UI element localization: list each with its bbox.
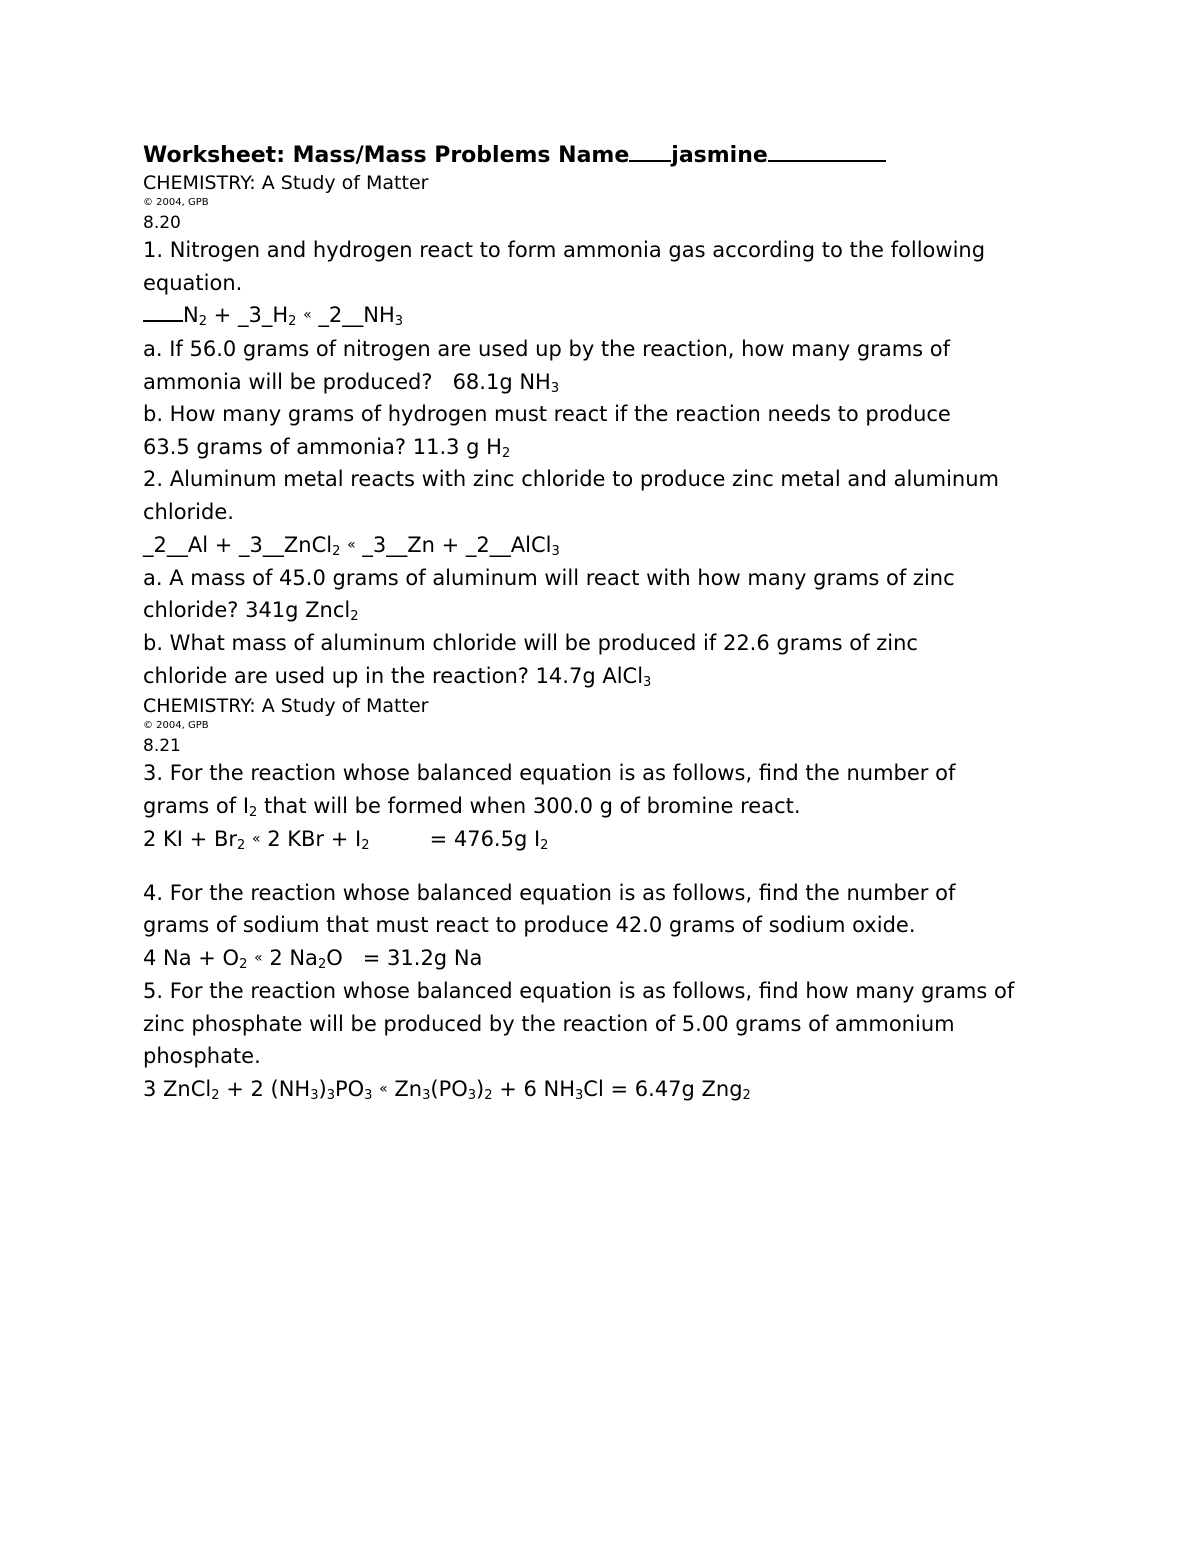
reaction-arrow-icon: «: [379, 1081, 388, 1097]
q5-line1: 5. For the reaction whose balanced equation is as follows, find how many grams of: [143, 979, 1015, 1003]
q1-line2: equation.: [143, 271, 243, 295]
q3-line1: 3. For the reaction whose balanced equation is as follows, find the number of: [143, 761, 956, 785]
course-title-2: CHEMISTRY: A Study of Matter: [143, 695, 429, 717]
q1a-line2: ammonia will be produced? 68.1g $NH_3$: [143, 370, 560, 396]
q1a-answer: 68.1g NH: [452, 370, 551, 394]
q1-line1: 1. Nitrogen and hydrogen react to form ammonia gas according to the following: [143, 238, 986, 262]
reaction-arrow-icon: «: [303, 307, 312, 323]
copyright-2: © 2004, GPB: [143, 720, 209, 731]
q2a-line1: a. A mass of 45.0 grams of aluminum will react with how many grams of zinc: [143, 566, 955, 590]
q3-line2: grams of $I_2$ that will be formed when 300.0 g of bromine react.: [143, 794, 801, 820]
course-title-1: CHEMISTRY: A Study of Matter: [143, 172, 429, 194]
q2-line2: chloride.: [143, 500, 234, 524]
q5-answer: Cl = 6.47g Zng: [583, 1077, 743, 1101]
q2-equation: _2__Al + _3__ZnCl$_2$ « _3__Zn + _2__AlCl$_3$: [143, 533, 560, 559]
q2a-line2: chloride? 341g Zncl$_2$: [143, 598, 359, 624]
q1b-line2: 63.5 grams of ammonia? 11.3 g $H_2$: [143, 435, 511, 461]
q5-line3: phosphate.: [143, 1044, 261, 1068]
reaction-arrow-icon: «: [347, 537, 356, 553]
page-number-2: 8.21: [143, 736, 181, 756]
q4-line1: 4. For the reaction whose balanced equation is as follows, find the number of: [143, 881, 956, 905]
q1a-line1: a. If 56.0 grams of nitrogen are used up by the reaction, how many grams of: [143, 337, 951, 361]
name-blank-left: [629, 142, 671, 162]
q2b-line1: b. What mass of aluminum chloride will be produced if 22.6 grams of zinc: [143, 631, 918, 655]
q2-line1: 2. Aluminum metal reacts with zinc chloride to produce zinc metal and aluminum: [143, 467, 999, 491]
q4-answer: = 31.2g Na: [362, 946, 483, 970]
reaction-arrow-icon: «: [254, 950, 263, 966]
q5-line2: zinc phosphate will be produced by the reaction of 5.00 grams of ammonium: [143, 1012, 955, 1036]
q2b-line2: chloride are used up in the reaction? 14.7g AlCl$_3$: [143, 664, 652, 690]
name-blank-right: [768, 142, 886, 162]
q4-equation: 4 $Na + O_2$ « 2 $Na_2O$ = 31.2g Na: [143, 946, 483, 972]
q1-n2-blank: [143, 302, 183, 322]
q3-equation: 2 KI + $Br_2$ « 2 KBr + $I_2$ = 476.5g $I_2$: [143, 827, 549, 853]
student-name: jasmine: [671, 143, 768, 168]
q1b-line1: b. How many grams of hydrogen must react if the reaction needs to produce: [143, 402, 951, 426]
worksheet-title: Worksheet: Mass/Mass Problems Name: [143, 143, 630, 168]
q4-line2: grams of sodium that must react to produce 42.0 grams of sodium oxide.: [143, 913, 916, 937]
q1-equation: $N_2$ + $\_3\_H_2$ « $\_2\_\_NH_3$: [143, 302, 403, 331]
page-number-1: 8.20: [143, 213, 181, 233]
reaction-arrow-icon: «: [251, 831, 261, 847]
q3-answer: = 476.5g I: [429, 827, 541, 851]
q5-equation: 3 ZnCl$_2$ + 2 $(NH_3)_3PO_3$ « $Zn_3(PO_3)_2 + 6$ $NH_3Cl = 6.47g$ Zng$_2$: [143, 1077, 751, 1103]
copyright-1: © 2004, GPB: [143, 197, 209, 208]
worksheet-title-line: [143, 142, 886, 169]
